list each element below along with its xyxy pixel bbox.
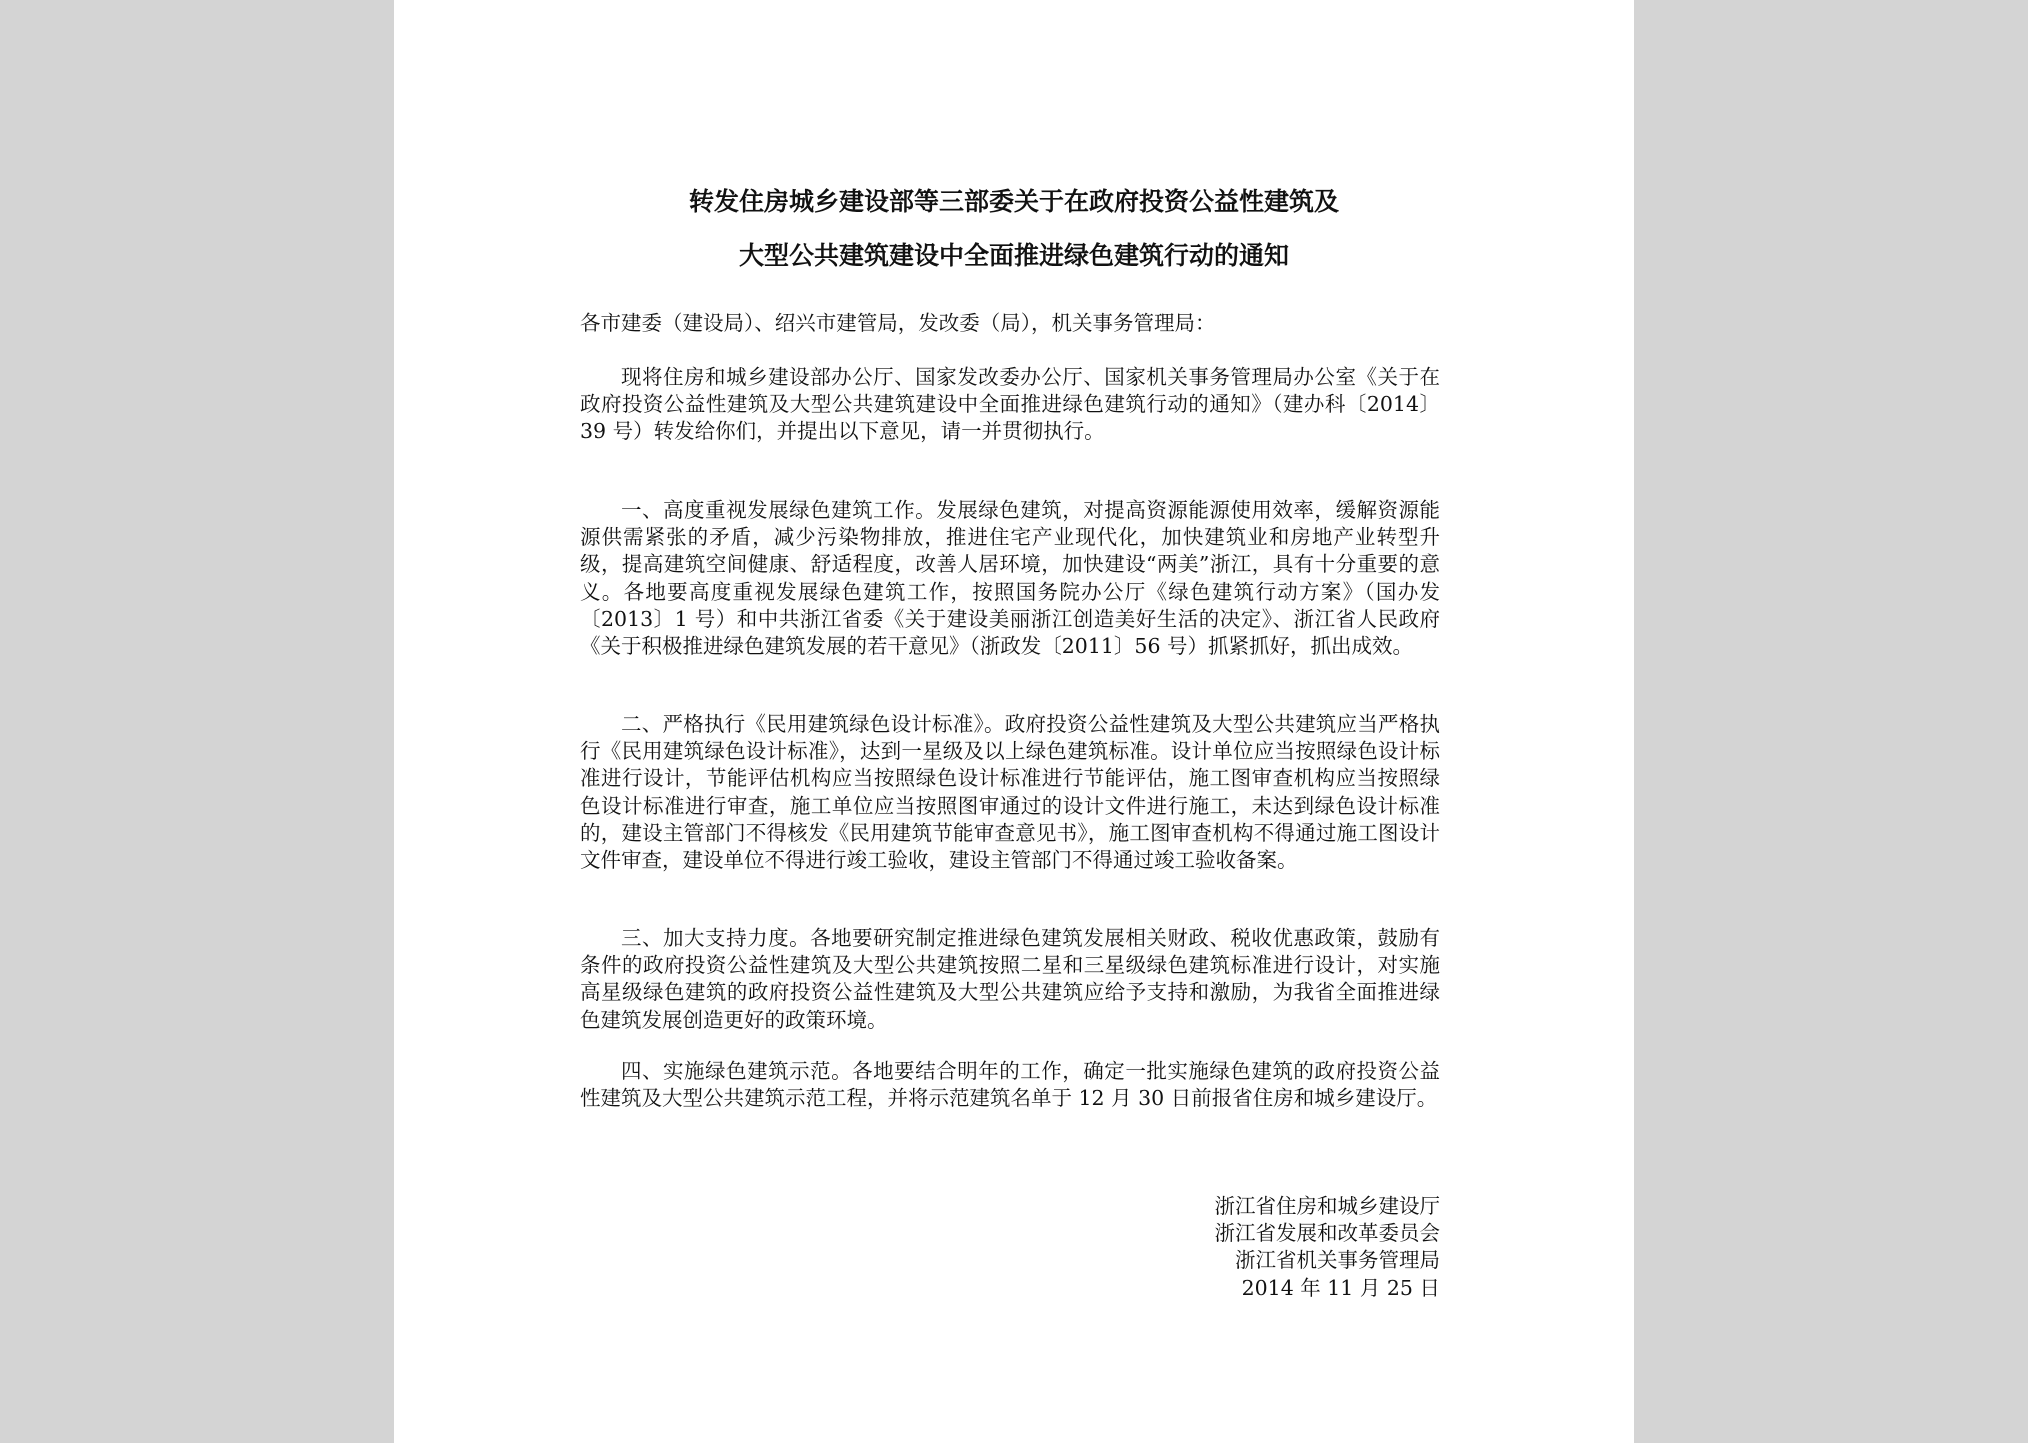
issue-date: 2014 年 11 月 25 日 — [1241, 1275, 1440, 1300]
paragraph-intro: 现将住房和城乡建设部办公厅、国家发改委办公厅、国家机关事务管理局办公室《关于在政府投资公益性建筑及大型公共建筑建设中全面推进绿色建筑行动的通知》（建办科〔2014〕39 号）转发给你们，并提出以下意见，请一并贯彻执行。 — [580, 365, 1440, 444]
issuing-org-1: 浙江省住房和城乡建设厅 — [1214, 1194, 1440, 1218]
paragraph-section-4: 四、实施绿色建筑示范。各地要结合明年的工作，确定一批实施绿色建筑的政府投资公益性建筑及大型公共建筑示范工程，并将示范建筑名单于 12 月 30 日前报省住房和城乡建设厅。 — [580, 1059, 1440, 1111]
paragraph-section-1: 一、高度重视发展绿色建筑工作。发展绿色建筑，对提高资源能源使用效率，缓解资源能源供需紧张的矛盾，减少污染物排放，推进住宅产业现代化，加快建筑业和房地产业转型升级，提高建筑空间健康、舒适程度，改善人居环境，加快建设“两美”浙江，具有十分重要的意义。各地要高度重视发展绿色建筑工作，按照国务院办公厅《绿色建筑行动方案》（国办发〔2013〕1 号）和中共浙江省委《关于建设美丽浙江创造美好生活的决定》、浙江省人民政府《关于积极推进绿色建筑发展的若干意见》（浙政发〔2011〕56 号）抓紧抓好，抓出成效。 — [580, 498, 1440, 659]
document-page — [394, 0, 1634, 1443]
closing-signature-block — [1215, 1193, 1441, 1302]
salutation: 各市建委（建设局）、绍兴市建管局，发改委（局），机关事务管理局： — [580, 311, 1216, 335]
issuing-org-2: 浙江省发展和改革委员会 — [1214, 1221, 1440, 1246]
paragraph-section-3: 三、加大支持力度。各地要研究制定推进绿色建筑发展相关财政、税收优惠政策，鼓励有条件的政府投资公益性建筑及大型公共建筑按照二星和三星级绿色建筑标准进行设计，对实施高星级绿色建筑的政府投资公益性建筑及大型公共建筑应给予支持和激励，为我省全面推进绿色建筑发展创造更好的政策环境。 — [580, 926, 1440, 1032]
document-title-line-2: 大型公共建筑建设中全面推进绿色建筑行动的通知 — [738, 241, 1289, 270]
issuing-org-3: 浙江省机关事务管理局 — [1235, 1248, 1440, 1273]
paragraph-section-2: 二、严格执行《民用建筑绿色设计标准》。政府投资公益性建筑及大型公共建筑应当严格执行《民用建筑绿色设计标准》，达到一星级及以上绿色建筑标准。设计单位应当按照绿色设计标准进行设计，节能评估机构应当按照绿色设计标准进行节能评估，施工图审查机构应当按照绿色设计标准进行审查，施工单位应当按照图审通过的设计文件进行施工，未达到绿色设计标准的，建设主管部门不得核发《民用建筑节能审查意见书》，施工图审查机构不得通过施工图设计文件审查，建设单位不得进行竣工验收，建设主管部门不得通过竣工验收备案。 — [580, 712, 1440, 873]
document-title-line-1: 转发住房城乡建设部等三部委关于在政府投资公益性建筑及 — [688, 187, 1339, 216]
